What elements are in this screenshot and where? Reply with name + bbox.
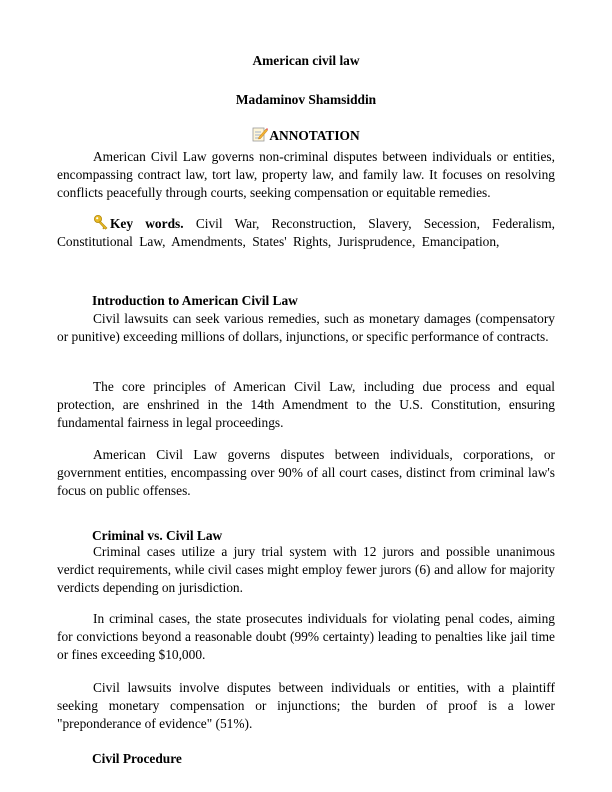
criminal-civil-paragraph-1: Criminal cases utilize a jury trial system with 12 jurors and possible unanimous verdict requirements, while civil cases might employ fewer jurors (6) and allow for majority verdicts depending on jurisdiction. — [57, 544, 555, 595]
section-heading-civil-procedure: Civil Procedure — [92, 751, 182, 766]
section-heading-criminal-vs-civil: Criminal vs. Civil Law — [92, 528, 223, 543]
keywords-label: Key words. — [110, 216, 184, 231]
document-author: Madaminov Shamsiddin — [235, 92, 377, 107]
document-title: American civil law — [252, 53, 360, 68]
memo-pencil-icon — [252, 126, 268, 142]
criminal-civil-paragraph-2: In criminal cases, the state prosecutes individuals for violating penal codes, aiming for convictions beyond a reasonable doubt (99% certainty) leading to penalties like jail time or fines exceeding $10,000. — [57, 611, 555, 662]
criminal-civil-paragraph-3: Civil lawsuits involve disputes between individuals or entities, with a plaintiff seeking monetary compensation or injunctions; the burden of proof is a lower "preponderance of evidence" (51%). — [57, 680, 555, 731]
key-icon — [93, 214, 109, 230]
intro-paragraph-1: Civil lawsuits can seek various remedies, such as monetary damages (compensatory or punitive) exceeding millions of dollars, injunctions, or specific performance of contracts. — [57, 311, 555, 344]
keywords-list-line-2: Constitutional Law, Amendments, States' Rights, Jurisprudence, Emancipation, — [57, 234, 500, 249]
annotation-heading — [0, 126, 612, 145]
intro-paragraph-3: American Civil Law governs disputes between individuals, corporations, or government entities, encompassing over 90% of all court cases, distinct from criminal law's focus on public offenses. — [57, 447, 555, 498]
annotation-paragraph: American Civil Law governs non-criminal disputes between individuals or entities, encompassing contract law, tort law, property law, and family law. It focuses on resolving conflicts peacefully through courts, seeking compensation or equitable remedies. — [57, 149, 555, 200]
keywords-list-line-1: Civil War, Reconstruction, Slavery, Secession, Federalism, — [195, 216, 555, 231]
annotation-heading-text: ANNOTATION — [269, 128, 360, 143]
keywords-line-1 — [57, 214, 555, 233]
keywords-block — [57, 214, 555, 251]
section-heading-introduction: Introduction to American Civil Law — [92, 293, 298, 308]
intro-paragraph-2: The core principles of American Civil Law, including due process and equal protection, are enshrined in the 14th Amendment to the U.S. Constitution, ensuring fundamental fairness in legal proceedings. — [57, 379, 555, 430]
